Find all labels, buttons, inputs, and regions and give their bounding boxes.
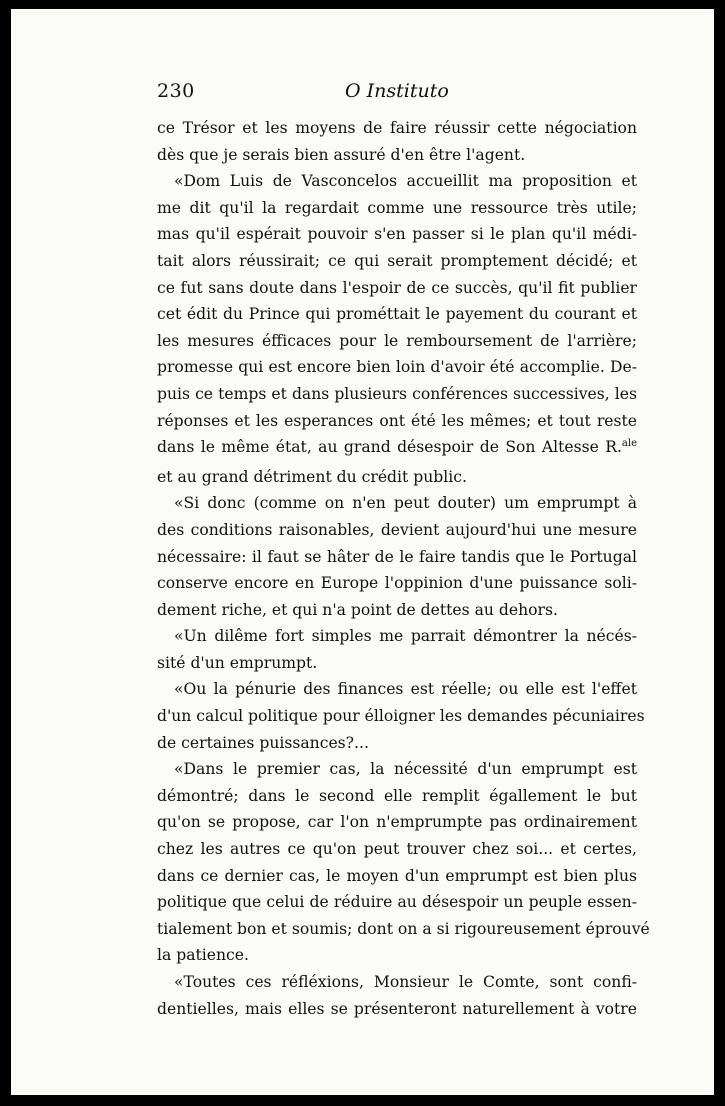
text-line: ce Trésor et les moyens de faire réussir cette négociation bbox=[157, 119, 637, 137]
text-line: dement riche, et qui n'a point de dettes au dehors. bbox=[157, 600, 558, 619]
body-text bbox=[157, 115, 650, 1022]
text-line: «Ou la pénurie des finances est réelle; ou elle est l'effet bbox=[174, 680, 637, 699]
text-line: puis ce temps et dans plusieurs conférences successives, les bbox=[157, 384, 637, 403]
text-line: dès que je serais bien assuré d'en être l'agent. bbox=[157, 145, 526, 164]
text-line: réponses et les esperances ont été les mêmes; et tout reste bbox=[157, 411, 637, 430]
text-line: qu'on se propose, car l'on n'emprumpte pas ordinairement bbox=[157, 813, 637, 832]
text-line: «Dom Luis de Vasconcelos accueillit ma proposition et bbox=[174, 172, 637, 191]
text-line: tialement bon et soumis; dont on a si rigoureusement éprouvé bbox=[157, 919, 650, 938]
text-line: «Un dilême fort simples me parrait démontrer la nécés- bbox=[174, 627, 637, 646]
text-line: politique que celui de réduire au désespoir un peuple essen- bbox=[157, 893, 637, 912]
text-line: nécessaire: il faut se hâter de le faire tandis que le Portugal bbox=[157, 547, 637, 566]
text-line: dentielles, mais elles se présenteront naturellement à votre bbox=[157, 999, 637, 1018]
text-line: chez les autres ce qu'on peut trouver chez soi... et certes, bbox=[157, 840, 637, 859]
text-line: promesse qui est encore bien loin d'avoir été accomplie. De- bbox=[157, 358, 637, 377]
text-line: «Si donc (comme on n'en peut douter) um emprumpt à bbox=[174, 494, 637, 513]
page-number: 230 bbox=[157, 80, 195, 102]
text-line-with-superscript bbox=[157, 434, 637, 464]
text-line: et au grand détriment du crédit public. bbox=[157, 467, 467, 486]
text-line: la patience. bbox=[157, 946, 249, 965]
text-line: mas qu'il espérait pouvoir s'en passer si le plan qu'il médi- bbox=[157, 225, 637, 244]
book-page bbox=[11, 9, 714, 1095]
text-line: tait alors réussirait; ce qui serait promptement décidé; et bbox=[157, 251, 637, 270]
text-line: ce fut sans doute dans l'espoir de ce succès, qu'il fit publier bbox=[157, 278, 637, 297]
text-line: sité d'un emprumpt. bbox=[157, 653, 318, 672]
text-line: de certaines puissances?... bbox=[157, 733, 369, 752]
superscript: ale bbox=[621, 438, 637, 450]
text-line: cet édit du Prince qui prométtait le payement du courant et bbox=[157, 305, 637, 324]
text-line: conserve encore en Europe l'oppinion d'une puissance soli- bbox=[157, 574, 637, 593]
text-line: me dit qu'il la regardait comme une ressource très utile; bbox=[157, 198, 637, 217]
text-line: dans ce dernier cas, le moyen d'un emprumpt est bien plus bbox=[157, 866, 637, 885]
text-line: «Dans le premier cas, la nécessité d'un emprumpt est bbox=[174, 760, 637, 779]
running-title: O Instituto bbox=[345, 80, 449, 102]
text-line: démontré; dans le second elle remplit égallement le but bbox=[157, 786, 637, 805]
text-line: «Toutes ces réfléxions, Monsieur le Comte, sont confi- bbox=[174, 973, 637, 991]
text-line-main: dans le même état, au grand désespoir de Son Altesse R. bbox=[157, 438, 622, 457]
page-header bbox=[157, 80, 637, 106]
text-line: les mesures éfficaces pour le remboursement de l'arrière; bbox=[157, 331, 637, 350]
text-line: des conditions raisonables, devient aujourd'hui une mesure bbox=[157, 520, 637, 539]
text-line: d'un calcul politique pour élloigner les demandes pécuniaires bbox=[157, 707, 645, 726]
